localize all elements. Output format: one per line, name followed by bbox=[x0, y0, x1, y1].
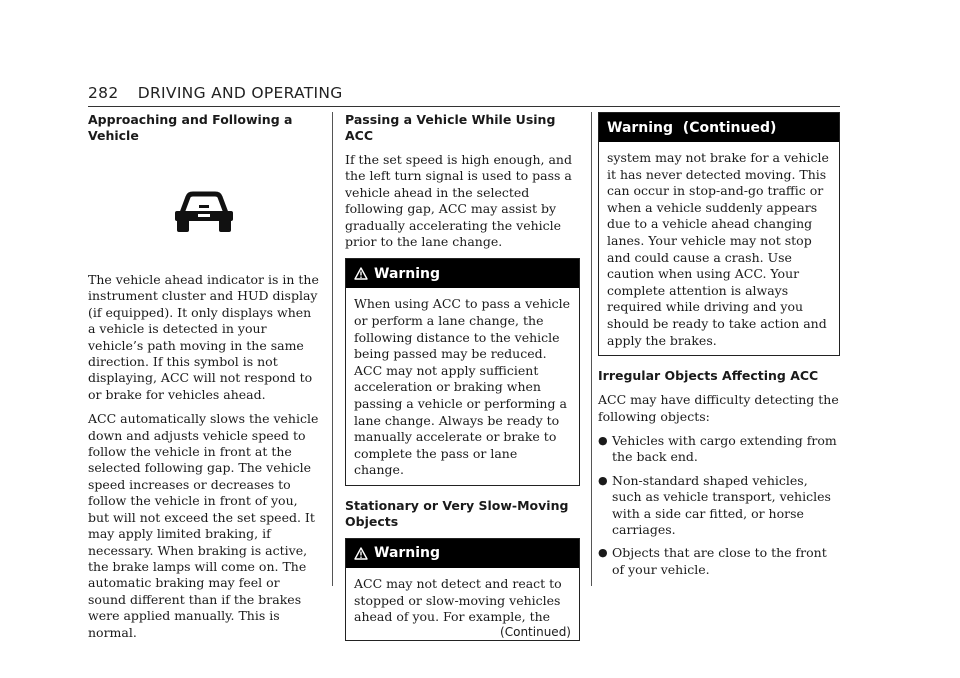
warning-title: Warning (Continued) bbox=[607, 119, 777, 136]
column-divider bbox=[591, 112, 592, 586]
column-2 bbox=[345, 112, 580, 653]
warning-box bbox=[345, 258, 580, 486]
warning-box bbox=[345, 538, 580, 641]
warning-header bbox=[599, 113, 839, 142]
section-title: DRIVING AND OPERATING bbox=[137, 84, 343, 102]
stationary-heading: Stationary or Very Slow-Moving Objects bbox=[345, 497, 569, 529]
warning-triangle-icon bbox=[354, 547, 368, 560]
continued-label: (Continued) bbox=[500, 624, 571, 639]
vehicle-ahead-icon bbox=[172, 191, 236, 233]
column-1 bbox=[88, 112, 320, 649]
list-item bbox=[598, 473, 840, 539]
passing-heading: Passing a Vehicle While Using ACC bbox=[345, 112, 556, 143]
approaching-heading: Approaching and Following a Vehicle bbox=[88, 112, 293, 143]
warning-body: When using ACC to pass a vehicle or perform a lane change, the following distance to the vehicle being passed may be reduced. ACC may not apply sufficient acceleration or braking when passing a vehicle or performing a lane change. Always be ready to manually accelerate or brake to complete the pass or lane change. bbox=[354, 296, 571, 478]
passing-paragraph: If the set speed is high enough, and the left turn signal is used to pass a vehicle ahead in the selected following gap, ACC may assist by gradually accelerating the vehicle prior to the lane change. bbox=[345, 152, 572, 250]
warning-body: system may not brake for a vehicle it has never detected moving. This can occur in stop-and-go traffic or when a vehicle suddenly appears due to a vehicle ahead changing lanes. Your vehicle may not stop and could cause a crash. Use caution when using ACC. Your complete attention is always required while driving and you should be ready to take action and apply the brakes. bbox=[607, 150, 829, 348]
acc-slowdown-paragraph: ACC automatically slows the vehicle down and adjusts vehicle speed to follow the vehicle in front at the selected following gap. The vehicle speed increases or decreases to follow the vehicle in front of you, but will not exceed the set speed. It may apply limited braking, if necessary. When braking is active, the brake lamps will come on. The automatic braking may feel or sound different than if the brakes were applied manually. This is normal. bbox=[88, 411, 319, 640]
column-3 bbox=[598, 112, 840, 585]
bullet-icon: ● bbox=[598, 546, 608, 560]
irregular-paragraph: ACC may have difficulty detecting the following objects: bbox=[598, 392, 839, 424]
list-item bbox=[598, 545, 840, 578]
warning-title: Warning bbox=[374, 265, 441, 282]
bullet-icon: ● bbox=[598, 473, 608, 487]
icon-container bbox=[88, 152, 320, 272]
list-item-text: Objects that are close to the front of your vehicle. bbox=[612, 545, 827, 577]
list-item-text: Non-standard shaped vehicles, such as vehicle transport, vehicles with a side car fitted, or horse carriages. bbox=[612, 472, 831, 537]
bullet-icon: ● bbox=[598, 433, 608, 447]
warning-title: Warning bbox=[374, 545, 441, 562]
page-header bbox=[88, 84, 840, 107]
warning-box bbox=[598, 112, 840, 356]
warning-text: ACC may not detect and react to stopped or slow-moving vehicles ahead of you. For example, the bbox=[354, 575, 562, 625]
warning-header bbox=[346, 539, 579, 568]
list-item-text: Vehicles with cargo extending from the back end. bbox=[612, 432, 837, 465]
warning-body bbox=[346, 568, 579, 640]
column-divider bbox=[332, 112, 333, 586]
irregular-heading: Irregular Objects Affecting ACC bbox=[598, 368, 819, 384]
page-number: 282 bbox=[88, 84, 119, 102]
warning-header bbox=[346, 259, 579, 288]
indicator-paragraph: The vehicle ahead indicator is in the instrument cluster and HUD display (if equipped). It only displays when a vehicle is detected in your vehicle’s path moving in the same direction. If this symbol is not displaying, ACC will not respond to or brake for vehicles ahead. bbox=[88, 272, 319, 402]
list-item bbox=[598, 433, 840, 466]
objects-list bbox=[598, 433, 840, 578]
warning-triangle-icon bbox=[354, 267, 368, 280]
